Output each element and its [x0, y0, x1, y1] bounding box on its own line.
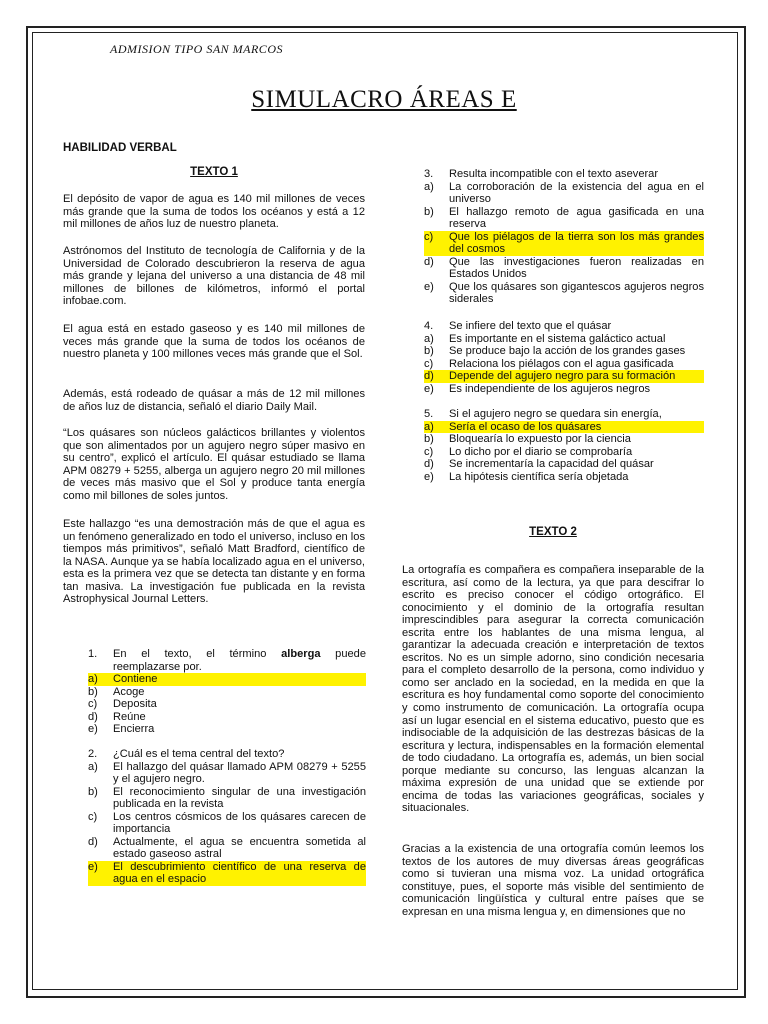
option-label: e) — [424, 470, 434, 483]
answer-option — [424, 383, 704, 396]
answer-option — [424, 421, 704, 434]
stem-text: Resulta incompatible con el texto aseverar — [449, 168, 659, 180]
option-text: Es importante en el sistema galáctico actual — [449, 332, 666, 345]
answer-option — [88, 673, 366, 686]
option-label: d) — [88, 710, 98, 723]
option-text: Que los piélagos de la tierra son los más grandes del cosmos — [449, 230, 704, 256]
option-label: c) — [88, 698, 98, 711]
option-text: Sería el ocaso de los quásares — [449, 421, 704, 434]
answer-option — [88, 786, 366, 811]
option-text: Reúne — [113, 710, 146, 723]
answer-option — [424, 181, 704, 206]
option-text: Se incrementaría la capacidad del quásar — [449, 458, 654, 471]
answer-option — [88, 686, 366, 699]
texto1-paragraph-3: El agua está en estado gaseoso y es 140 mil millones de veces más grande que la suma de todos los océanos de nuestro planeta y 100 millones veces más grande que el Sol. — [63, 323, 365, 361]
question-4-stem — [424, 320, 704, 333]
answer-option — [88, 711, 366, 724]
option-label: a) — [88, 760, 98, 773]
option-text: Deposita — [113, 698, 157, 711]
option-text: El reconocimiento singular de una investigación publicada en la revista — [113, 785, 366, 811]
stem-text: Si el agujero negro se quedara sin energía, — [449, 408, 662, 420]
option-label: a) — [424, 332, 434, 345]
answer-option — [424, 358, 704, 371]
answer-option — [88, 836, 366, 861]
question-4 — [424, 320, 704, 395]
stem-text: Se infiere del texto que el quásar — [449, 320, 612, 332]
question-2 — [88, 748, 366, 886]
option-label: d) — [424, 255, 434, 268]
answer-option — [424, 446, 704, 459]
option-label: a) — [424, 421, 449, 434]
texto2-paragraph-2: Gracias a la existencia de una ortografía común leemos los textos de los autores de muy diversas áreas geográficas como si tuvieran una misma voz. La unidad ortográfica constituye, pues, el soporte más visible del sentimiento de comunicación lingüística y cultural entre países que se expresan en una misma lengua y, en dimensiones que no — [402, 843, 704, 918]
option-text: Depende del agujero negro para su formación — [449, 370, 704, 383]
option-text: Relaciona los piélagos con el agua gasificada — [449, 357, 674, 370]
option-text: Los centros cósmicos de los quásares carecen de importancia — [113, 810, 366, 836]
texto1-paragraph-4: Además, está rodeado de quásar a más de 12 mil millones de años luz de distancia, señaló el diario Daily Mail. — [63, 388, 365, 413]
option-label: e) — [88, 861, 113, 886]
question-3 — [424, 168, 704, 306]
option-text: Que los quásares son gigantescos agujeros negros siderales — [449, 280, 704, 306]
answer-option — [88, 861, 366, 886]
option-label: e) — [424, 382, 434, 395]
texto1-title: TEXTO 1 — [190, 166, 238, 178]
option-label: c) — [424, 357, 434, 370]
question-number: 1. — [88, 648, 98, 660]
stem-keyword: alberga — [281, 648, 321, 660]
texto1-paragraph-2: Astrónomos del Instituto de tecnología de California y de la Universidad de Colorado descubrieron la reserva de agua más grande y lejana del universo a una distancia de 48 mil millones de billones de kilómetros, informó el portal infobae.com. — [63, 245, 365, 308]
question-1-stem — [88, 648, 366, 673]
option-text: Encierra — [113, 723, 155, 736]
option-text: El hallazgo del quásar llamado APM 08279 + 5255 y el agujero negro. — [113, 760, 366, 786]
answer-option — [88, 811, 366, 836]
answer-option — [424, 345, 704, 358]
option-text: La corroboración de la existencia del agua en el universo — [449, 180, 704, 206]
option-text: El descubrimiento científico de una reserva de agua en el espacio — [113, 860, 366, 886]
answer-option — [424, 281, 704, 306]
option-label: e) — [88, 723, 98, 736]
question-5-stem — [424, 408, 704, 421]
answer-option — [424, 231, 704, 256]
texto1-paragraph-5: “Los quásares son núcleos galácticos brillantes y violentos que son alimentados por un agujero negro súper masivo en su centro”, explicó el artículo. El quásar estudiado se llama APM 08279 + 5255, alberga un agujero negro 20 mil millones de veces más masivo que el Sol y produce tanta energía como mil billones de soles juntos. — [63, 427, 365, 502]
texto2-paragraph-1: La ortografía es compañera es compañera inseparable de la escritura, así como de la lectura, ya que para descifrar lo escrito es preciso conocer el código ortográfico. El conocimiento y el dominio de la ortografía resultan imprescindibles para asegurar la correcta comunicación escrita entre los hablantes de una misma lengua, al garantizar la adecuada creación e interpretación de textos escritos. No es un simple adorno, sino condición necesaria para el completo desarrollo de la persona, como individuo y como ser anclado en la sociedad, en la medida en que la escritura es hoy fundamental como soporte del conocimiento y como instrumento de comunicación. La ortografía ocupa así un lugar esencial en el sistema educativo, puesto que es indisociable de la adquisición de las destrezas básicas de la escritura y lectura, indispensables en la formación elemental de todo ciudadano. La ortografía es, además, un bien social porque mediante su concurso, las lenguas alcanzan la máxima expresión de una unidad que se extiende por encima de todas las variaciones geográficas, sociales y situacionales. — [402, 564, 704, 815]
option-label: e) — [424, 280, 434, 293]
answer-option — [424, 333, 704, 346]
exam-type-label: ADMISION TIPO SAN MARCOS — [110, 42, 283, 56]
option-text: El hallazgo remoto de agua gasificada en una reserva — [449, 205, 704, 231]
option-label: c) — [88, 810, 98, 823]
answer-option — [424, 458, 704, 471]
answer-option — [88, 698, 366, 711]
question-number: 5. — [424, 408, 434, 420]
section-title: HABILIDAD VERBAL — [63, 142, 177, 154]
answer-option — [424, 370, 704, 383]
answer-option — [424, 471, 704, 484]
option-text: Actualmente, el agua se encuentra sometida al estado gaseoso astral — [113, 835, 366, 861]
option-text: Que las investigaciones fueron realizadas en Estados Unidos — [449, 255, 704, 281]
option-label: d) — [424, 370, 449, 383]
option-label: b) — [88, 785, 98, 798]
stem-text: En el texto, el término — [113, 648, 282, 660]
option-text: Contiene — [113, 673, 366, 686]
page-title: SIMULACRO ÁREAS E — [251, 86, 517, 113]
option-label: b) — [424, 345, 434, 358]
option-label: b) — [88, 685, 98, 698]
answer-option — [88, 723, 366, 736]
option-text: Lo dicho por el diario se comprobaría — [449, 445, 633, 458]
question-5 — [424, 408, 704, 483]
option-text: La hipótesis científica sería objetada — [449, 470, 629, 483]
option-label: d) — [88, 835, 98, 848]
option-label: c) — [424, 445, 434, 458]
texto1-paragraph-1: El depósito de vapor de agua es 140 mil millones de veces más grande que la suma de todos los océanos y está a 12 mil millones de años luz de nuestro planeta. — [63, 193, 365, 231]
option-label: d) — [424, 458, 434, 471]
question-number: 2. — [88, 748, 98, 760]
option-label: b) — [424, 433, 434, 446]
answer-option — [88, 761, 366, 786]
answer-option — [424, 433, 704, 446]
stem-text: ¿Cuál es el tema central del texto? — [113, 748, 285, 760]
question-number: 3. — [424, 168, 434, 180]
option-label: b) — [424, 205, 434, 218]
answer-option — [424, 256, 704, 281]
option-text: Acoge — [113, 685, 145, 698]
question-1 — [88, 648, 366, 736]
option-text: Es independiente de los agujeros negros — [449, 382, 651, 395]
stem-text: puede reemplazarse por. — [113, 648, 366, 673]
option-text: Bloquearía lo expuesto por la ciencia — [449, 433, 631, 446]
texto1-paragraph-6: Este hallazgo “es una demostración más de que el agua es un fenómeno generalizado en todo el universo, incluso en los tiempos más primitivos”, señaló Matt Bradford, científico de la NASA. Aunque ya se había localizado agua en el universo, esta es la primera vez que se detecta tan distante y en forma tan masiva. La investigación fue publicada en la revista Astrophysical Journal Letters. — [63, 518, 365, 606]
option-label: c) — [424, 231, 449, 256]
texto2-title: TEXTO 2 — [529, 526, 577, 538]
option-text: Se produce bajo la acción de los grandes gases — [449, 345, 686, 358]
question-2-stem — [88, 748, 366, 761]
question-3-stem — [424, 168, 704, 181]
answer-option — [424, 206, 704, 231]
option-label: a) — [424, 180, 434, 193]
option-label: a) — [88, 673, 113, 686]
question-number: 4. — [424, 320, 434, 332]
